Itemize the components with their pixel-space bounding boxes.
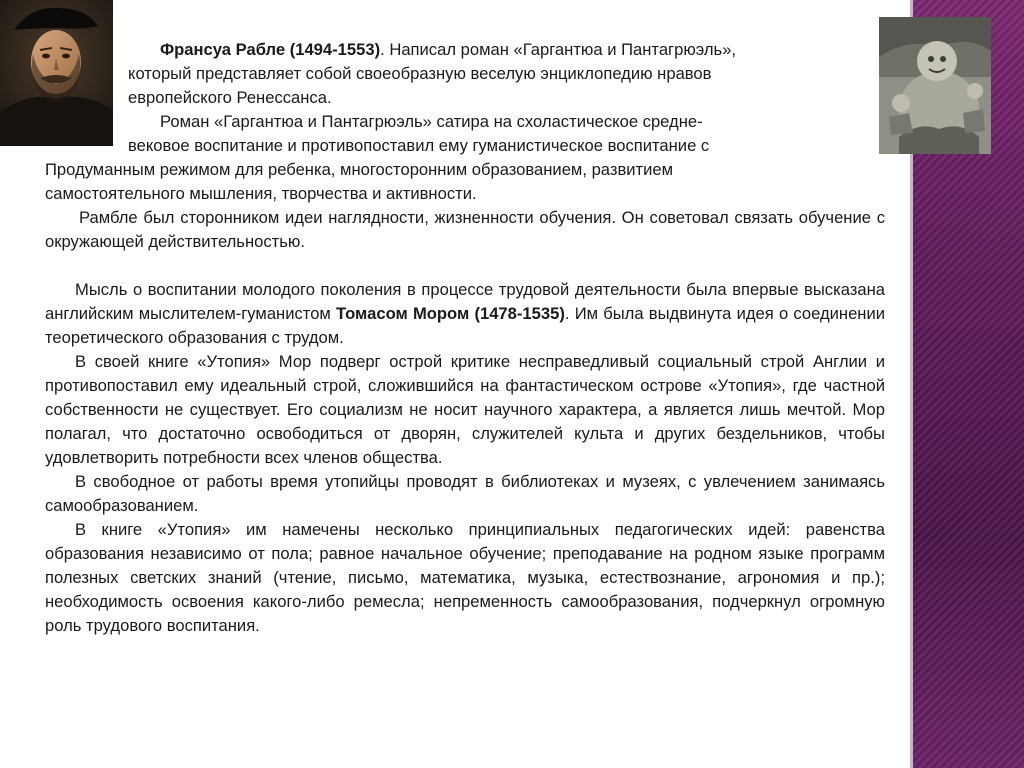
rabelais-intro-line-2: который представляет собой своеобразную веселую энциклопедию нравов	[128, 64, 712, 83]
gargantua-line-3: Продуманным режимом для ребенка, многосторонним образованием, развитием	[45, 160, 674, 179]
paragraph-spacer	[45, 254, 885, 278]
rabelais-intro-line-3: европейского Ренессанса.	[128, 88, 332, 107]
visual-learning-paragraph: Рамбле был сторонником идеи наглядности, жизненности обучения. Он советовал связать обучение с окружающей действительностью.	[45, 208, 885, 251]
gargantua-illustration-drawing	[879, 17, 991, 154]
slide-text	[45, 38, 885, 638]
gargantua-line-1: Роман «Гаргантюа и Пантагрюэль» сатира на схоластическое средне-	[160, 112, 703, 131]
rabelais-intro-paragraph	[160, 38, 885, 62]
gargantua-line-4: самостоятельного мышления, творчества и активности.	[45, 184, 477, 203]
more-name-dates: Томасом Мором (1478-1535)	[336, 304, 565, 323]
rabelais-intro-line-1: . Написал роман «Гаргантюа и Пантагрюэль»,	[380, 40, 737, 59]
gargantua-line-2: вековое воспитание и противопоставил ему гуманистическое воспитание с	[128, 136, 710, 155]
more-intro-paragraph	[45, 278, 885, 350]
gargantua-illustration-image	[879, 17, 991, 154]
more-intro-text-after: . Им была выдвинута идея о соединении теоретического образования с трудом.	[45, 304, 886, 347]
utopia-pedagogy-paragraph: В книге «Утопия» им намечены несколько принципиальных педагогических идей: равенства образования независимо от пола; равное начальное обучение; преподавание на родном языке программ полезных светских знаний (чтение, письмо, математика, музыка, естествознание, агрономия и пр.); необходимость освоения какого-либо ремесла; непременность самообразования, подчеркнул огромную роль трудового воспитания.	[45, 520, 885, 635]
more-intro-text-before: Мысль о воспитании молодого поколения в процессе трудовой деятельности была впервые высказана английским мыслителем-гуманистом	[45, 280, 885, 323]
utopia-critique-paragraph: В своей книге «Утопия» Мор подверг острой критике несправедливый социальный строй Англии и противопоставил ему идеальный строй, сложившийся на фантастическом острове «Утопия», где частной собственности не существует. Его социализм не носит научного характера, а является лишь мечтой. Мор полагал, что достаточно освободиться от дворян, служителей культа и других бездельников, чтобы удовлетворить потребности всех членов общества.	[45, 352, 885, 467]
rabelais-name-dates: Франсуа Рабле (1494-1553)	[160, 40, 381, 59]
utopia-leisure-paragraph: В свободное от работы время утопийцы проводят в библиотеках и музеях, с увлечением занимаясь самообразованием.	[45, 472, 885, 515]
